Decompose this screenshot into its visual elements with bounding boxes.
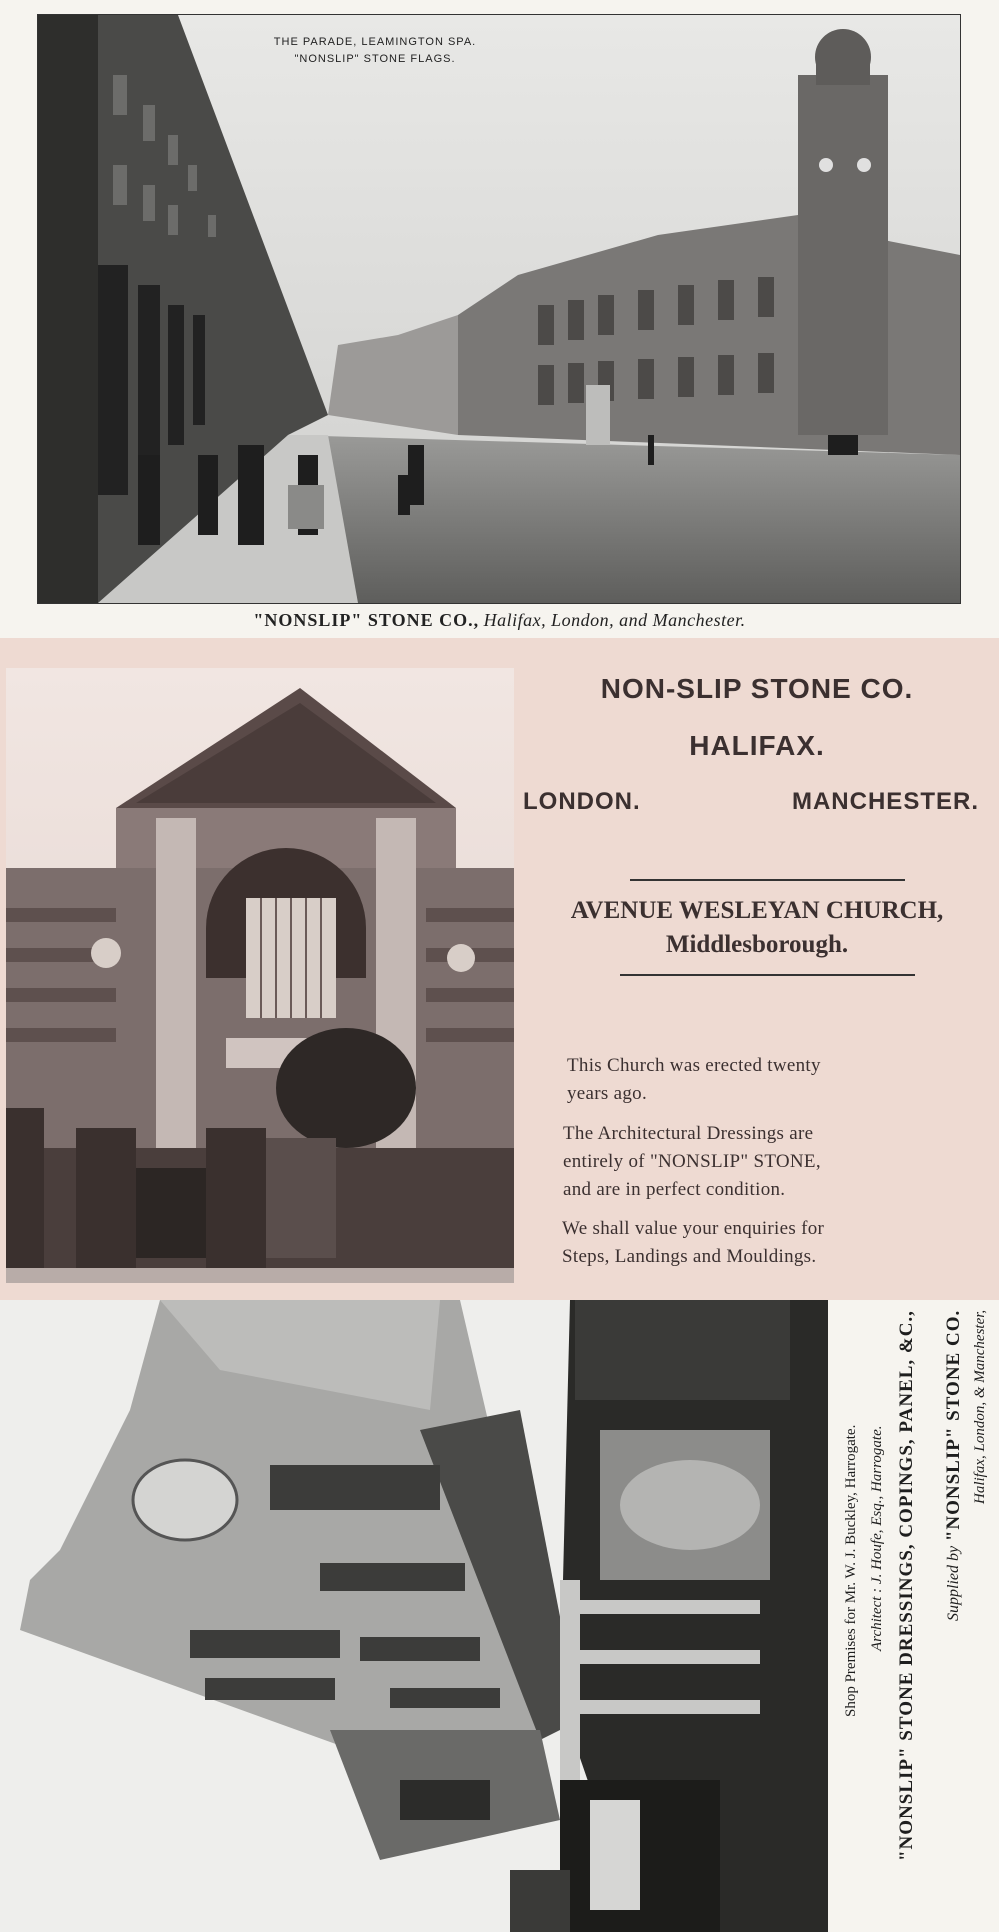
caption-supplied-by (943, 1310, 965, 1905)
paragraph-line: This Church was erected twenty (567, 1055, 821, 1076)
paragraph-line: The Architectural Dressings are (563, 1123, 814, 1144)
panel-avenue-church (0, 638, 999, 1300)
photo-avenue-wesleyan-church (6, 668, 514, 1283)
supplied-by-prefix: Supplied by (945, 1546, 962, 1622)
panel-leamington-parade (0, 0, 999, 638)
paragraph-line: years ago. (567, 1083, 648, 1104)
paragraph-enquiries (562, 1215, 962, 1271)
advert-text-column (515, 638, 999, 1300)
paragraph-dressings (563, 1120, 963, 1204)
photo-shop-premises-harrogate (0, 1300, 828, 1932)
divider-bottom (620, 974, 915, 976)
photo-leamington-parade (37, 14, 961, 604)
panel-harrogate-shop (0, 1300, 999, 1932)
church-name: AVENUE WESLEYAN CHURCH, (570, 897, 944, 924)
church-title (515, 894, 999, 962)
location-manchester: MANCHESTER. (791, 788, 979, 815)
paragraph-line: We shall value your enquiries for (562, 1218, 825, 1239)
caption-locations: Halifax, London, & Manchester, (972, 1310, 988, 1505)
location-london: LONDON. (523, 788, 641, 815)
caption-line-product: "NONSLIP" STONE FLAGS. (294, 53, 456, 65)
company-footer (0, 610, 999, 631)
footer-places: Halifax, London, and Manchester. (483, 610, 746, 630)
company-name-heading: NON-SLIP STONE CO. (600, 673, 914, 704)
divider-top (630, 879, 905, 881)
footer-brand: "NONSLIP" STONE CO., (253, 610, 480, 630)
photo-caption (220, 34, 530, 68)
church-town: Middlesborough. (665, 931, 849, 958)
paragraph-line: Steps, Landings and Mouldings. (562, 1246, 817, 1267)
caption-shop-premises: Shop Premises for Mr. W. J. Buckley, Harrogate. (843, 1425, 859, 1718)
paragraph-line: and are in perfect condition. (563, 1179, 786, 1200)
paragraph-erected (567, 1052, 967, 1108)
caption-stone-dressings: "NONSLIP" STONE DRESSINGS, COPINGS, PANEL, &C., (896, 1310, 917, 1861)
paragraph-line: entirely of "NONSLIP" STONE, (563, 1151, 821, 1172)
caption-architect: Architect : J. Houfe, Esq., Harrogate. (869, 1425, 885, 1651)
caption-line-location: THE PARADE, LEAMINGTON SPA. (273, 36, 477, 48)
company-city-heading: HALIFAX. (689, 730, 825, 761)
supplied-by-brand: "NONSLIP" STONE CO. (943, 1310, 964, 1542)
